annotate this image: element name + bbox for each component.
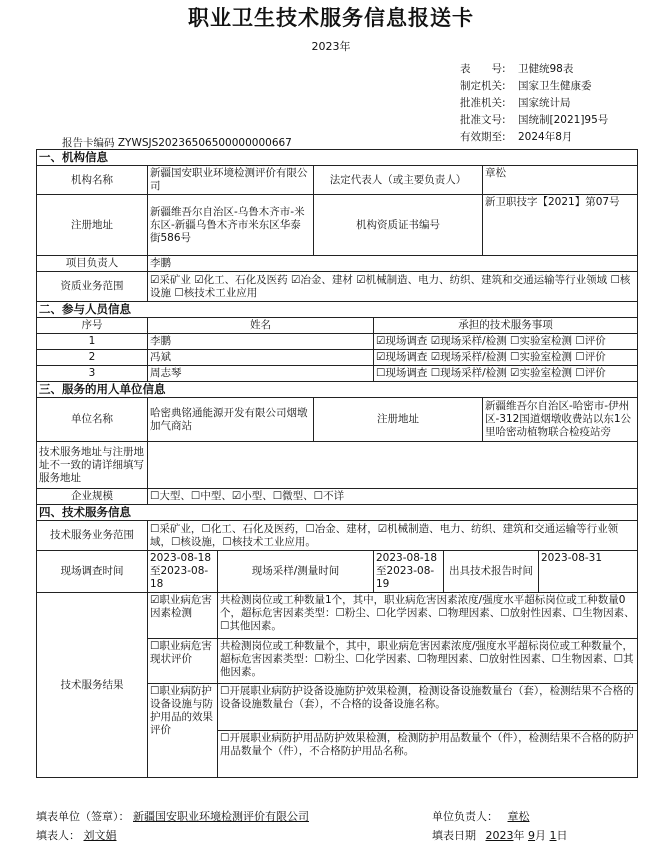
company-size: ☐大型、☐中型、☑小型、☐微型、☐不详 (148, 489, 638, 505)
info-table (36, 149, 638, 778)
survey-time-label: 现场调查时间 (37, 551, 148, 593)
meta-key: 制定机关: (460, 80, 506, 92)
result-item-text: ☐开展职业病防护设备设施防护效果检测，检测设备设施数量台（套），检测结果不合格的设备设施数量台（套），不合格的设备设施名称。 (218, 684, 638, 731)
form-year: 2023年 (311, 40, 351, 53)
row-tasks: ☑现场调查 ☑现场采样/检测 ☐实验室检测 ☐评价 (374, 334, 638, 350)
date-year: 2023 (485, 829, 514, 842)
row-name: 冯斌 (148, 350, 374, 366)
table-row (37, 350, 638, 366)
service-scope: ☐采矿业，☐化工、石化及医药，☐冶金、建材，☑机械制造、电力、纺织、建筑和交通运输等行业领域，☐核设施，☐核技术工业应用。 (148, 521, 638, 551)
sampling-time: 2023-08-18至2023-08-19 (374, 551, 444, 593)
sampling-time-label: 现场采样/测量时间 (218, 551, 374, 593)
meta-value: 国家统计局 (518, 97, 571, 109)
date-day-unit: 日 (556, 829, 568, 842)
meta-value: 国家卫生健康委 (518, 80, 592, 92)
meta-row (460, 129, 608, 146)
row-tasks: ☐现场调查 ☐现场采样/检测 ☑实验室检测 ☐评价 (374, 366, 638, 382)
scope-label: 资质业务范围 (37, 272, 148, 302)
form-title: 职业卫生技术服务信息报送卡 (188, 5, 474, 30)
service-scope-label: 技术服务业务范围 (37, 521, 148, 551)
form-meta (460, 61, 608, 146)
cert-label: 机构资质证书编号 (314, 195, 483, 256)
row-name: 周志琴 (148, 366, 374, 382)
section-title: 三、服务的用人单位信息 (37, 382, 638, 398)
project-lead: 李鹏 (148, 256, 638, 272)
unit-address: 新疆维吾尔自治区-哈密市-伊州区-312国道烟墩收费站以东1公里哈密动植物联合检疫站旁 (483, 398, 638, 442)
legal-rep-label: 法定代表人（或主要负责人） (314, 166, 483, 195)
table-row (37, 366, 638, 382)
filler-unit: 新疆国安职业环境检测评价有限公司 (133, 810, 309, 823)
meta-row (460, 61, 608, 78)
meta-key: 表 号: (460, 63, 506, 75)
meta-row (460, 112, 608, 129)
row-no: 2 (37, 350, 148, 366)
org-address: 新疆维吾尔自治区-乌鲁木齐市-米东区-新疆乌鲁木齐市米东区华泰街586号 (148, 195, 314, 256)
meta-value: 2024年8月 (518, 131, 573, 143)
filler-line (36, 827, 117, 843)
result-item-label: ☐职业病防护设备设施与防护用品的效果评价 (148, 684, 218, 778)
meta-value: 国统制[2021]95号 (518, 114, 609, 126)
report-time: 2023-08-31 (539, 551, 638, 593)
result-item-text: 共检测岗位或工种数量个，其中，职业病危害因素浓度/强度水平超标岗位或工种数量个，超标危害因素类型：☐粉尘、☐化学因素、☐物理因素、☐放射性因素、☐生物因素、☐其他因素。 (218, 639, 638, 684)
org-name: 新疆国安职业环境检测评价有限公司 (148, 166, 314, 195)
filler-label: 填表人： (36, 829, 80, 842)
meta-key: 批准机关: (460, 97, 506, 109)
alt-address-label: 技术服务地址与注册地址不一致的请详细填写服务地址 (37, 442, 148, 489)
project-lead-label: 项目负责人 (37, 256, 148, 272)
table-row (37, 334, 638, 350)
result-item-label: ☑职业病危害因素检测 (148, 593, 218, 639)
report-code: 报告卡编码 ZYWSJS20236506500000000667 (62, 137, 292, 149)
legal-rep: 章松 (483, 166, 638, 195)
row-no: 3 (37, 366, 148, 382)
unit-lead-line (432, 808, 530, 824)
col-header-name: 姓名 (148, 318, 374, 334)
filler-unit-line (36, 808, 309, 824)
result-item-label: ☐职业病危害现状评价 (148, 639, 218, 684)
date-label: 填表日期 (432, 829, 476, 842)
col-header-no: 序号 (37, 318, 148, 334)
filler-unit-label: 填表单位（签章）： (36, 810, 130, 823)
result-item-text: ☐开展职业病防护用品防护效果检测，检测防护用品数量个（件），检测结果不合格的防护用品数量个（件），不合格防护用品名称。 (218, 731, 638, 778)
row-tasks: ☑现场调查 ☑现场采样/检测 ☐实验室检测 ☐评价 (374, 350, 638, 366)
section-title: 四、技术服务信息 (37, 505, 638, 521)
meta-row (460, 95, 608, 112)
qualification-scope: ☑采矿业 ☑化工、石化及医药 ☑冶金、建材 ☑机械制造、电力、纺织、建筑和交通运输等行业领域 ☐核设施 ☐核技术工业应用 (148, 272, 638, 302)
result-item-text: 共检测岗位或工种数量1个，其中，职业病危害因素浓度/强度水平超标岗位或工种数量0个，超标危害因素类型：☐粉尘、☐化学因素、☐物理因素、☐放射性因素、☐生物因素、☐其他因素。 (218, 593, 638, 639)
result-label: 技术服务结果 (37, 593, 148, 778)
fill-date-line (432, 827, 568, 843)
address-label: 注册地址 (37, 195, 148, 256)
cert-number: 新卫职技字【2021】第07号 (483, 195, 638, 256)
date-day: 1 (549, 829, 557, 842)
meta-key: 有效期至: (460, 131, 506, 143)
row-name: 李鹏 (148, 334, 374, 350)
meta-row (460, 78, 608, 95)
meta-key: 批准文号: (460, 114, 506, 126)
size-label: 企业规模 (37, 489, 148, 505)
section-title: 一、机构信息 (37, 150, 638, 166)
date-year-unit: 年 (513, 829, 525, 842)
unit-name-label: 单位名称 (37, 398, 148, 442)
survey-time: 2023-08-18至2023-08-18 (148, 551, 218, 593)
report-time-label: 出具技术报告时间 (444, 551, 539, 593)
org-name-label: 机构名称 (37, 166, 148, 195)
filler-name: 刘文娟 (83, 829, 117, 842)
unit-address-label: 注册地址 (314, 398, 483, 442)
unit-lead: 章松 (507, 810, 530, 823)
row-no: 1 (37, 334, 148, 350)
alt-address (148, 442, 638, 489)
date-month: 9 (528, 829, 535, 842)
unit-name: 哈密典铭通能源开发有限公司烟墩加气商站 (148, 398, 314, 442)
date-month-unit: 月 (535, 829, 546, 842)
unit-lead-label: 单位负责人： (432, 810, 498, 823)
section-title: 二、参与人员信息 (37, 302, 638, 318)
meta-value: 卫健统98表 (518, 63, 574, 75)
col-header-tasks: 承担的技术服务事项 (374, 318, 638, 334)
